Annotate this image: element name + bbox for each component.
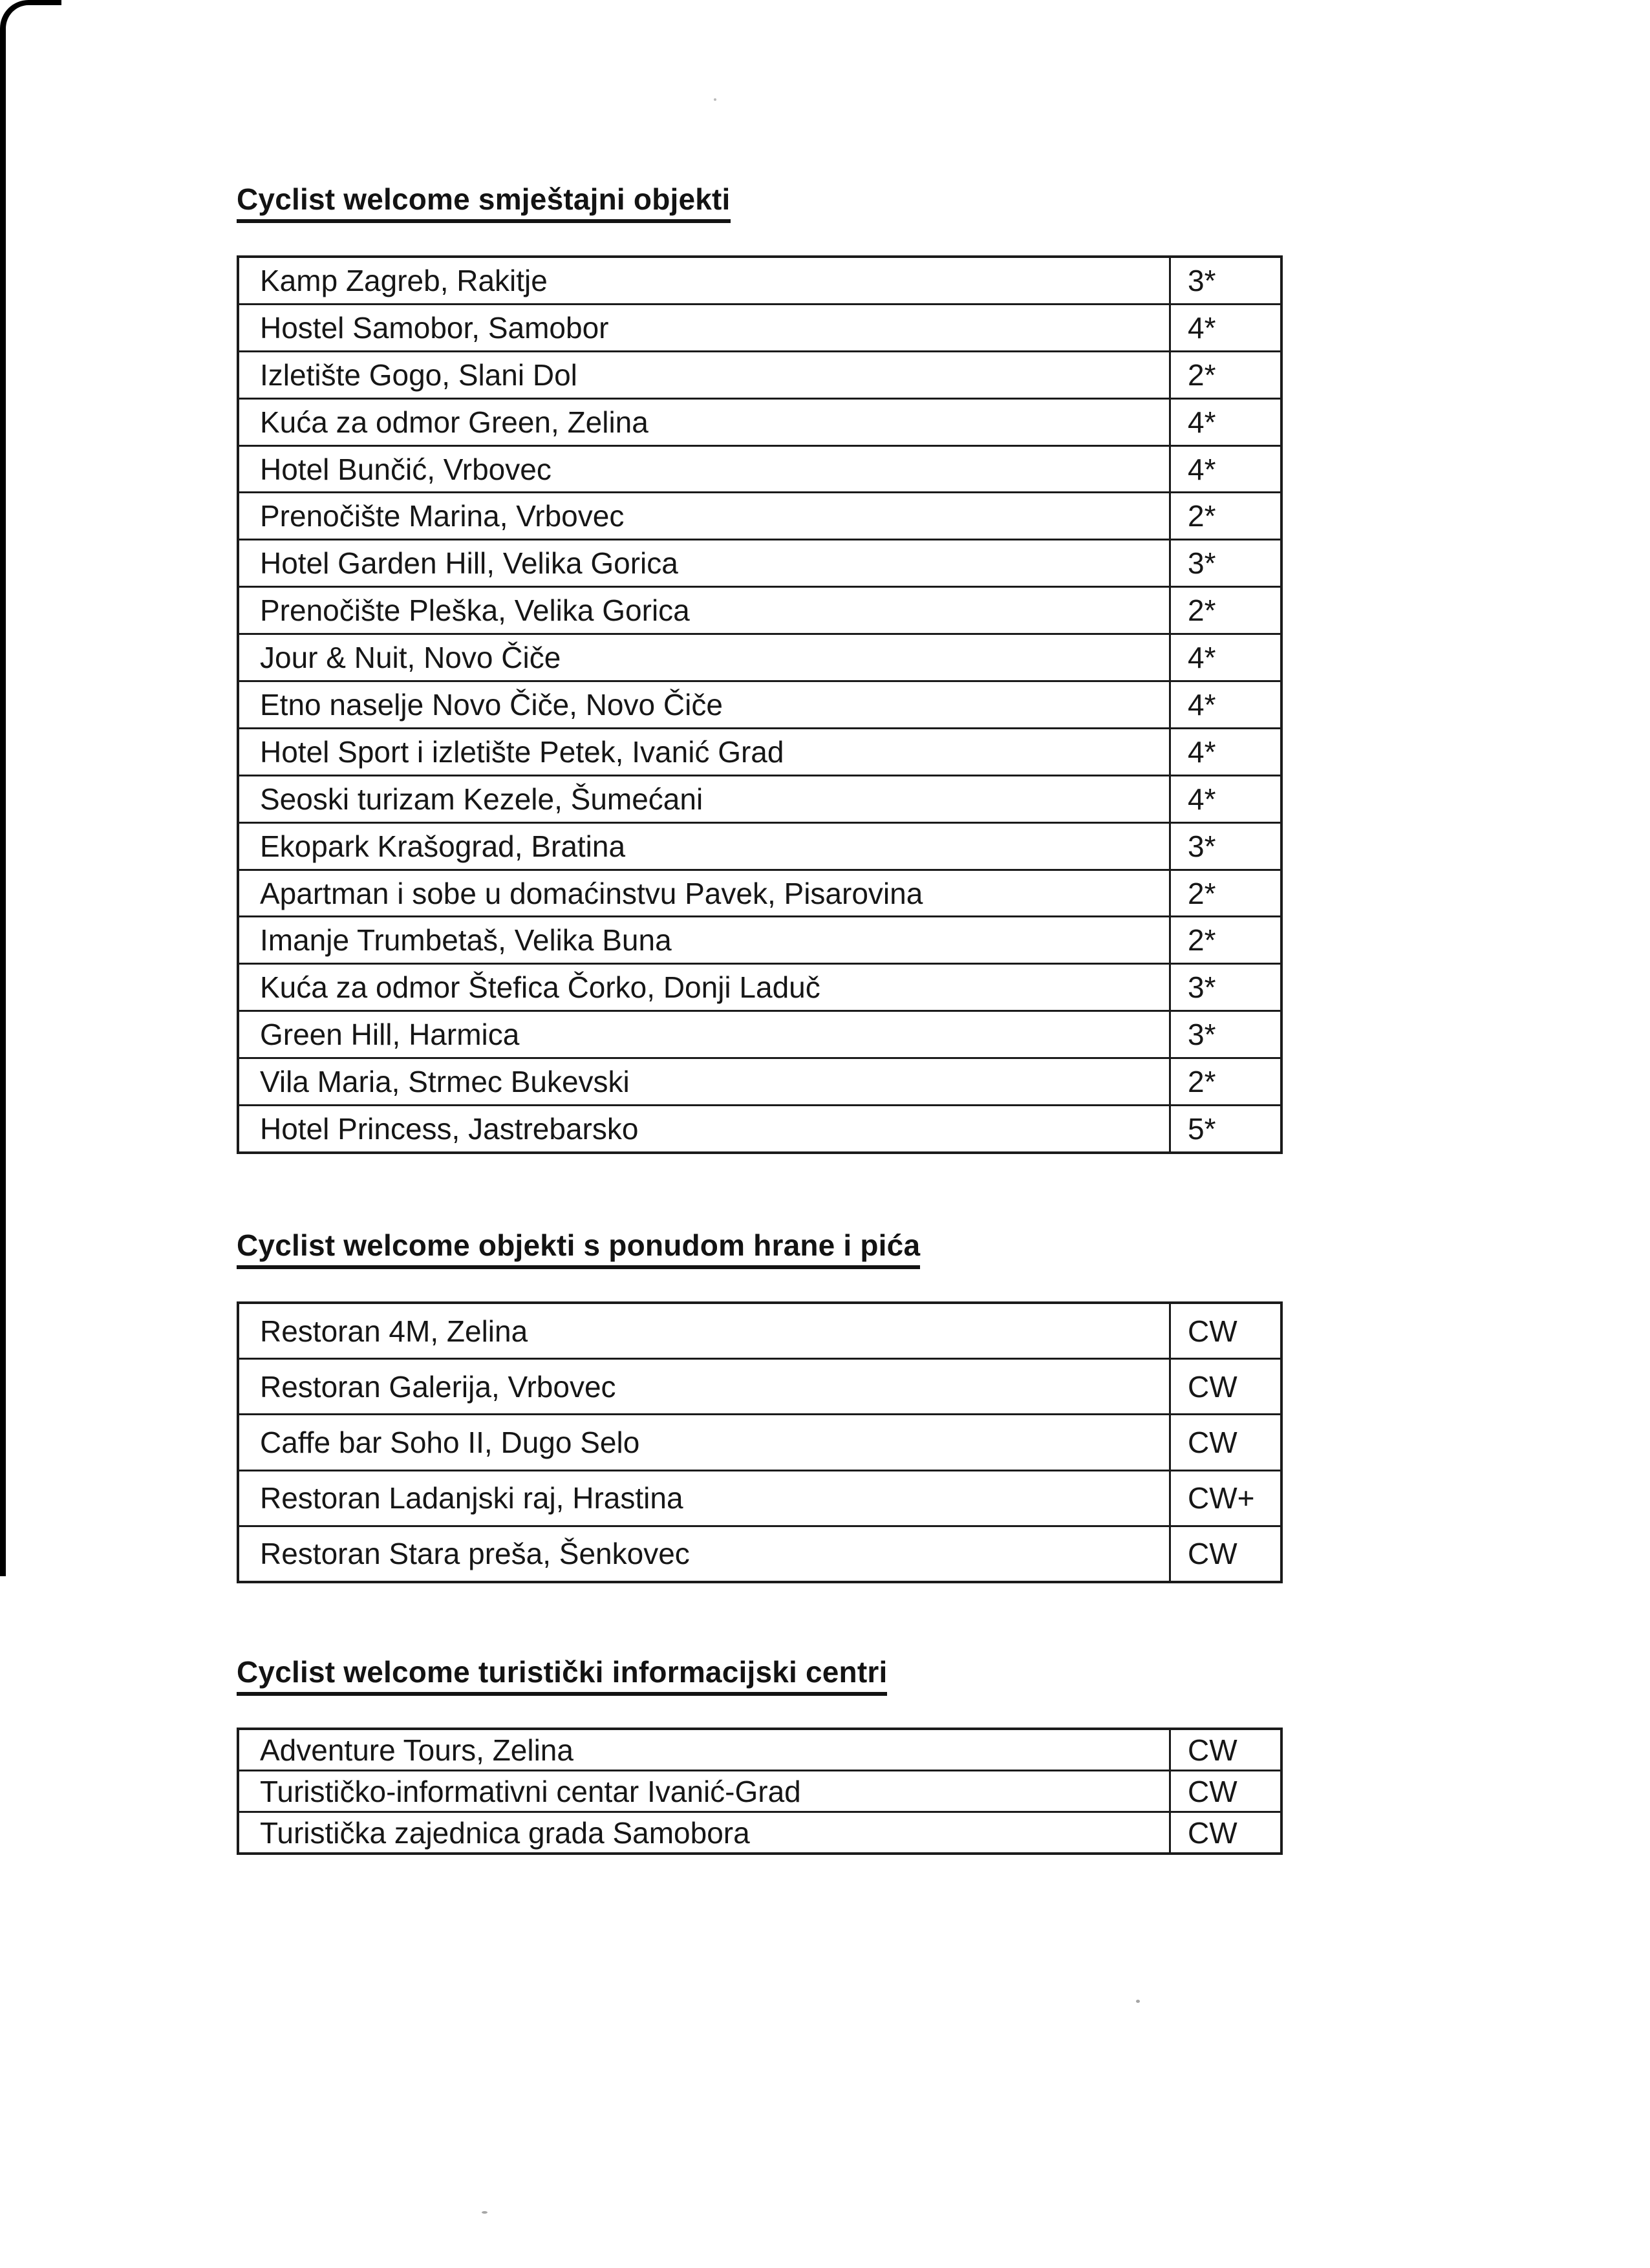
object-name-cell: Green Hill, Harmica <box>260 1018 520 1052</box>
table-row <box>239 400 1280 447</box>
table-row <box>239 258 1280 305</box>
star-rating-cell: 4* <box>1169 400 1280 445</box>
object-name-cell: Restoran Stara preša, Šenkovec <box>260 1537 690 1571</box>
star-rating-cell: 3* <box>1169 965 1280 1010</box>
table-row <box>239 682 1280 729</box>
table-row <box>239 1012 1280 1059</box>
object-name-cell: Apartman i sobe u domaćinstvu Pavek, Pisarovina <box>260 876 923 910</box>
star-rating-cell: 4* <box>1169 729 1280 775</box>
object-name-cell: Restoran Galerija, Vrbovec <box>260 1369 616 1404</box>
scan-speck <box>1136 2000 1140 2003</box>
star-rating-cell: 3* <box>1169 258 1280 303</box>
table-row <box>239 917 1280 965</box>
object-name-cell: Kuća za odmor Štefica Čorko, Donji Laduč <box>260 970 820 1005</box>
object-name-cell: Turističko-informativni centar Ivanić-Grad <box>260 1774 801 1808</box>
object-name-cell: Jour & Nuit, Novo Čiče <box>260 641 561 675</box>
table-row <box>239 965 1280 1012</box>
cw-label-cell: CW <box>1169 1304 1280 1358</box>
star-rating-cell: 3* <box>1169 540 1280 586</box>
table-row <box>239 776 1280 824</box>
table-row <box>239 729 1280 776</box>
table-row <box>239 1106 1280 1151</box>
table-row <box>239 493 1280 540</box>
object-name-cell: Hotel Garden Hill, Velika Gorica <box>260 546 678 581</box>
object-name-cell: Ekopark Krašograd, Bratina <box>260 829 626 863</box>
table-row <box>239 635 1280 682</box>
object-name-cell: Restoran 4M, Zelina <box>260 1314 528 1348</box>
star-rating-cell: 2* <box>1169 871 1280 916</box>
object-name-cell: Turistička zajednica grada Samobora <box>260 1815 750 1850</box>
table-row <box>239 540 1280 588</box>
table-row <box>239 1527 1280 1581</box>
object-name-cell: Kuća za odmor Green, Zelina <box>260 405 648 439</box>
star-rating-cell: 3* <box>1169 1012 1280 1057</box>
star-rating-cell: 5* <box>1169 1106 1280 1151</box>
cw-label-cell: CW <box>1169 1771 1280 1811</box>
section-title-tourist-info-centers: Cyclist welcome turistički informacijski centri <box>237 1655 887 1696</box>
table-row <box>239 1730 1280 1771</box>
star-rating-cell: 3* <box>1169 824 1280 869</box>
scan-corner-artifact <box>0 0 61 1576</box>
scan-speck <box>482 2211 488 2214</box>
section-title-food-drink: Cyclist welcome objekti s ponudom hrane i pića <box>237 1228 920 1269</box>
table-row <box>239 1360 1280 1415</box>
star-rating-cell: 2* <box>1169 1059 1280 1104</box>
table-row <box>239 1304 1280 1360</box>
table-row <box>239 1771 1280 1813</box>
table-row <box>239 447 1280 494</box>
table-row <box>239 1471 1280 1527</box>
object-name-cell: Hotel Sport i izletište Petek, Ivanić Grad <box>260 734 784 769</box>
star-rating-cell: 2* <box>1169 917 1280 963</box>
object-name-cell: Prenočište Pleška, Velika Gorica <box>260 594 690 628</box>
object-name-cell: Hotel Bunčić, Vrbovec <box>260 452 552 486</box>
star-rating-cell: 4* <box>1169 447 1280 492</box>
object-name-cell: Caffe bar Soho II, Dugo Selo <box>260 1426 640 1459</box>
object-name-cell: Restoran Ladanjski raj, Hrastina <box>260 1481 683 1515</box>
object-name-cell: Kamp Zagreb, Rakitje <box>260 263 548 297</box>
object-name-cell: Imanje Trumbetaš, Velika Buna <box>260 923 672 957</box>
tourist-info-table <box>237 1728 1283 1855</box>
object-name-cell: Prenočište Marina, Vrbovec <box>260 499 625 533</box>
star-rating-cell: 2* <box>1169 588 1280 633</box>
table-row <box>239 1415 1280 1471</box>
object-name-cell: Izletište Gogo, Slani Dol <box>260 358 577 392</box>
table-row <box>239 352 1280 400</box>
object-name-cell: Adventure Tours, Zelina <box>260 1733 573 1767</box>
accommodation-table <box>237 255 1283 1154</box>
star-rating-cell: 4* <box>1169 776 1280 822</box>
cw-label-cell: CW <box>1169 1360 1280 1413</box>
object-name-cell: Hostel Samobor, Samobor <box>260 310 609 345</box>
cw-label-cell: CW <box>1169 1415 1280 1469</box>
table-row <box>239 1059 1280 1106</box>
cw-label-cell: CW+ <box>1169 1471 1280 1525</box>
star-rating-cell: 2* <box>1169 352 1280 398</box>
table-row <box>239 305 1280 352</box>
object-name-cell: Hotel Princess, Jastrebarsko <box>260 1111 639 1146</box>
cw-label-cell: CW <box>1169 1813 1280 1852</box>
cw-label-cell: CW <box>1169 1527 1280 1581</box>
table-row <box>239 871 1280 918</box>
scan-speck <box>714 98 716 101</box>
star-rating-cell: 4* <box>1169 305 1280 350</box>
table-row <box>239 824 1280 871</box>
star-rating-cell: 4* <box>1169 635 1280 680</box>
food-drink-table <box>237 1301 1283 1583</box>
star-rating-cell: 2* <box>1169 493 1280 539</box>
section-title-accommodation: Cyclist welcome smještajni objekti <box>237 182 731 223</box>
star-rating-cell: 4* <box>1169 682 1280 727</box>
table-row <box>239 588 1280 635</box>
table-row <box>239 1813 1280 1852</box>
object-name-cell: Etno naselje Novo Čiče, Novo Čiče <box>260 687 723 722</box>
object-name-cell: Seoski turizam Kezele, Šumećani <box>260 782 703 816</box>
cw-label-cell: CW <box>1169 1730 1280 1770</box>
object-name-cell: Vila Maria, Strmec Bukevski <box>260 1065 630 1099</box>
